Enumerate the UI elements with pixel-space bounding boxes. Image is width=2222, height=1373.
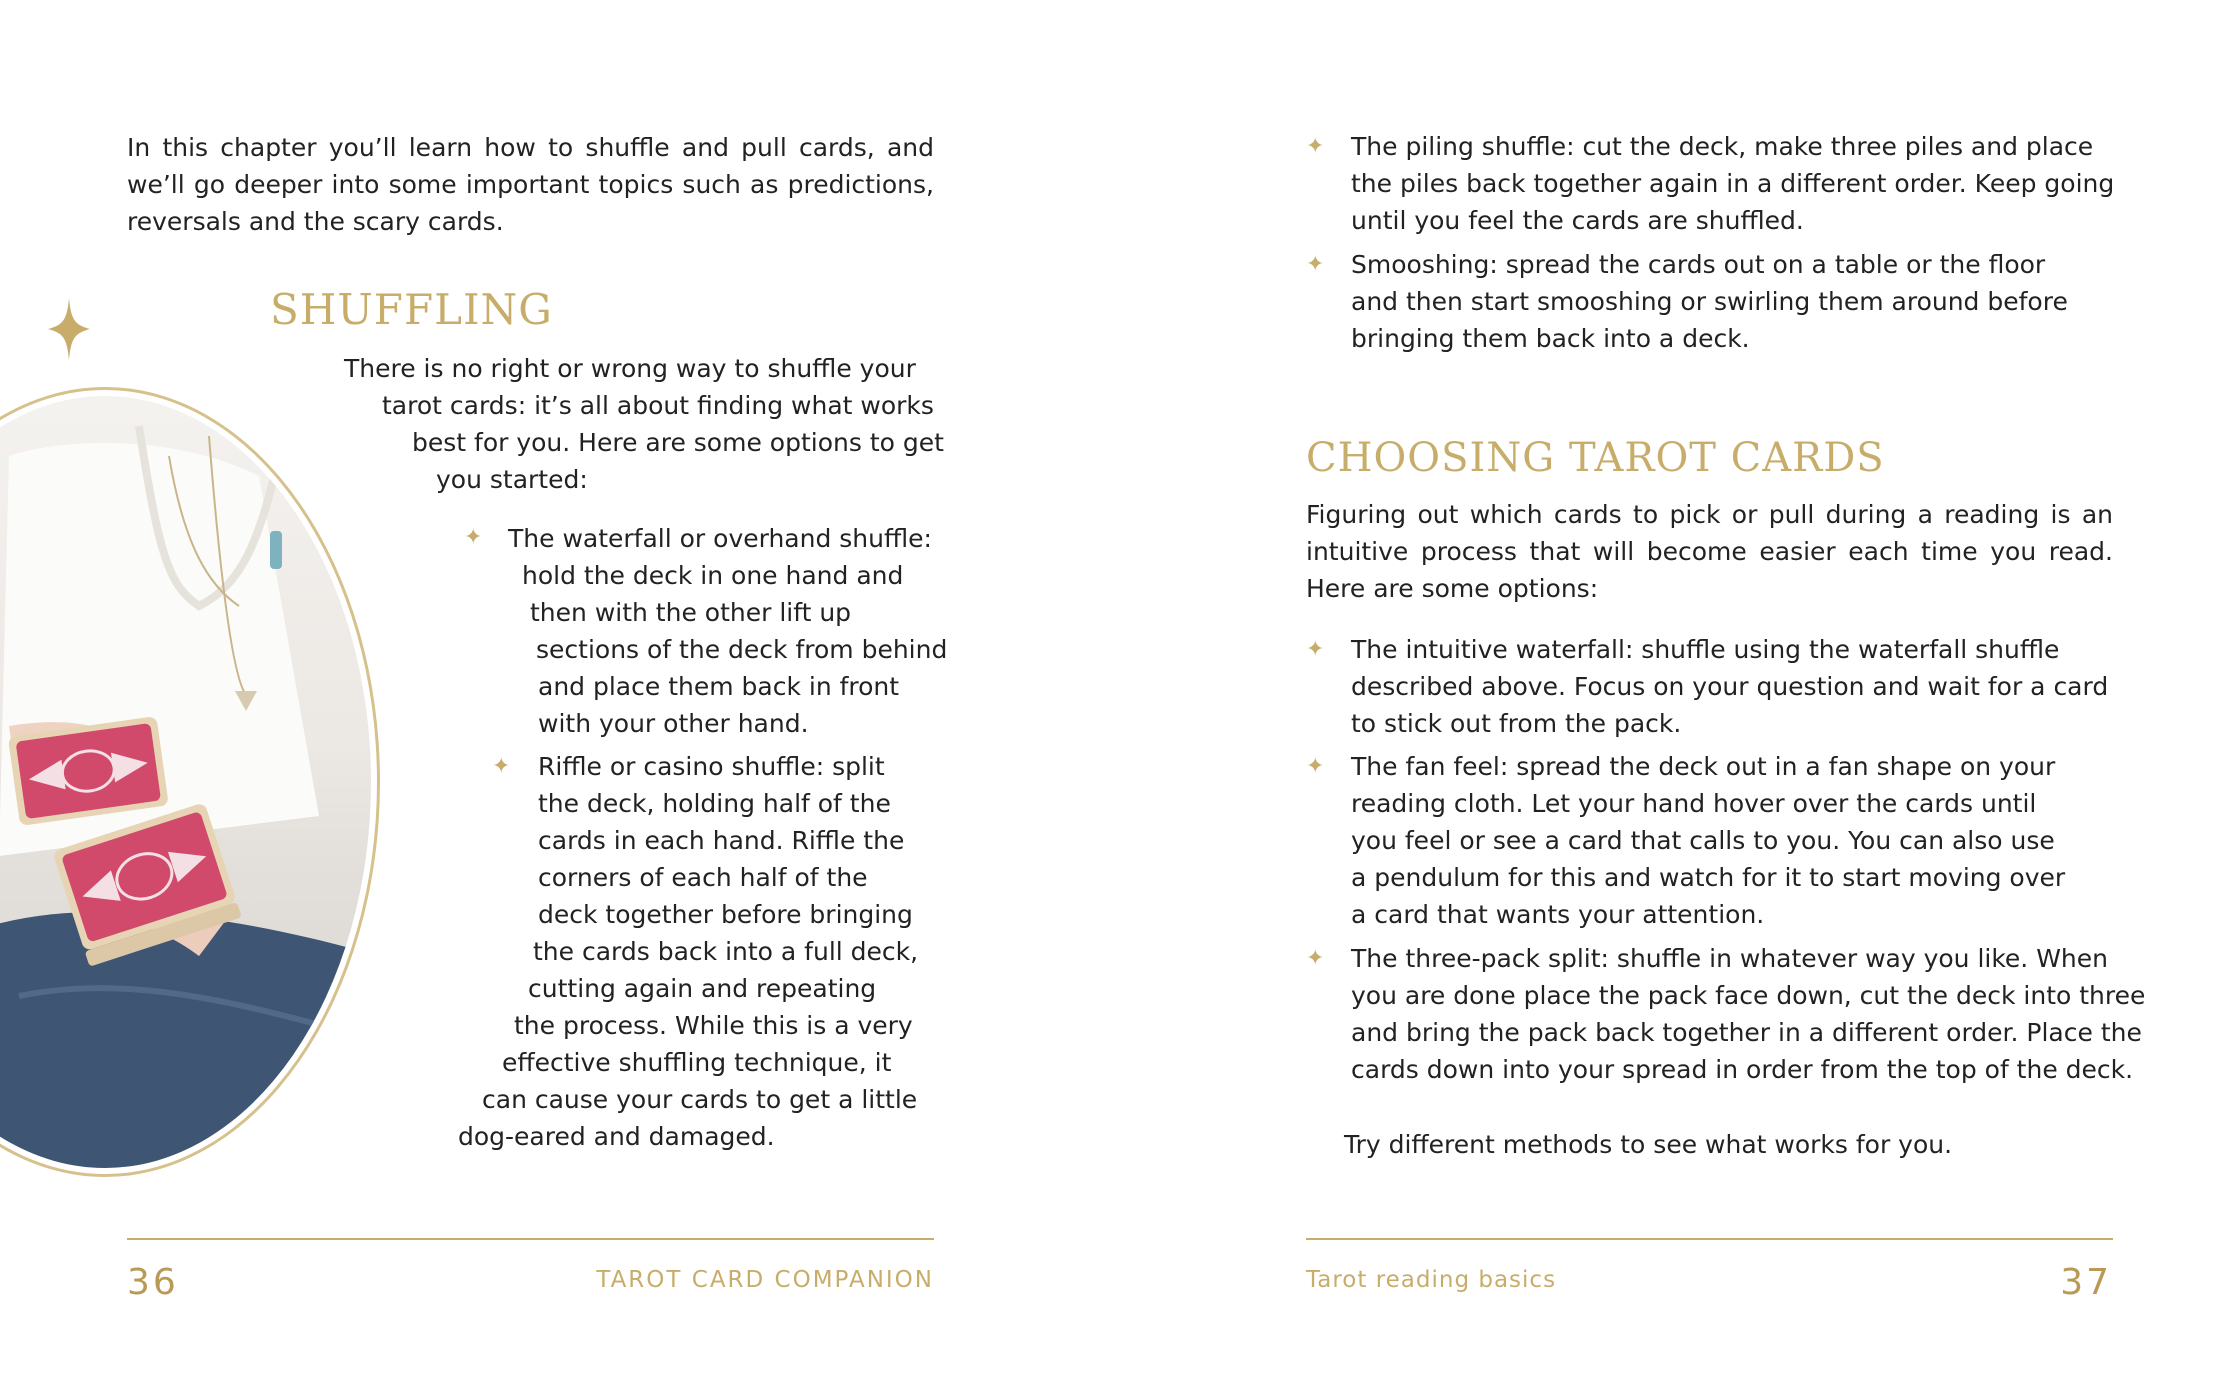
bullet-line: a pendulum for this and watch for it to start moving over: [1351, 863, 2066, 892]
shuffling-heading: SHUFFLING: [270, 285, 553, 334]
bullet-line: Smooshing: spread the cards out on a table or the floor: [1351, 250, 2046, 279]
bullet-waterfall-line: The waterfall or overhand shuffle:: [508, 524, 932, 553]
bullet-line: you are done place the pack face down, cut the deck into three: [1351, 981, 2146, 1010]
bullet-line: to stick out from the pack.: [1351, 709, 1682, 738]
bullet-riffle-line: dog-eared and damaged.: [458, 1122, 775, 1151]
bullet-line: The three-pack split: shuffle in whatever way you like. When: [1351, 944, 2108, 973]
bullet-waterfall-line: with your other hand.: [538, 709, 809, 738]
bullet-waterfall-line: sections of the deck from behind: [536, 635, 948, 664]
bullet-star-icon: ✦: [492, 754, 511, 779]
bullet-line: The fan feel: spread the deck out in a fan shape on your: [1351, 752, 2056, 781]
bullet-line: bringing them back into a deck.: [1351, 324, 1750, 353]
choose-intro-paragraph: Figuring out which cards to pick or pull during a reading is an intuitive process that will become easier each time you read. Here are some options:: [1306, 500, 2113, 603]
bullet-riffle-line: cards in each hand. Riffle the: [538, 826, 905, 855]
bullet-line: the piles back together again in a different order. Keep going: [1351, 169, 2115, 198]
photo-frame: [0, 387, 380, 1177]
bullet-waterfall-line: then with the other lift up: [530, 598, 852, 627]
tarot-shuffle-photo: [0, 396, 371, 1168]
footer-rule: [127, 1238, 934, 1240]
bullet-riffle-line: corners of each half of the: [538, 863, 868, 892]
bullet-star-icon: ✦: [464, 525, 483, 550]
bullet-riffle-line: cutting again and repeating: [528, 974, 877, 1003]
bullet-star-icon: ✦: [1306, 637, 1325, 662]
bullet-star-icon: ✦: [1306, 754, 1325, 779]
bullet-line: and then start smooshing or swirling them around before: [1351, 287, 2068, 316]
page-number: 37: [2060, 1262, 2112, 1303]
choosing-heading: CHOOSING TAROT CARDS: [1306, 435, 1885, 481]
bullet-riffle-line: the process. While this is a very: [514, 1011, 913, 1040]
closing-line: Try different methods to see what works for you.: [1344, 1130, 1953, 1159]
bullet-riffle-line: can cause your cards to get a little: [482, 1085, 918, 1114]
right-page: [1111, 0, 2222, 1373]
shuffle-intro-line: tarot cards: it’s all about finding what works: [382, 391, 934, 420]
footer-rule: [1306, 1238, 2113, 1240]
bullet-waterfall-line: hold the deck in one hand and: [522, 561, 904, 590]
shuffle-intro-line: you started:: [436, 465, 588, 494]
bullet-riffle-line: Riffle or casino shuffle: split: [538, 752, 885, 781]
bullet-line: described above. Focus on your question and wait for a card: [1351, 672, 2109, 701]
page-number: 36: [127, 1262, 179, 1303]
bullet-riffle-line: the cards back into a full deck,: [533, 937, 919, 966]
bullet-line: a card that wants your attention.: [1351, 900, 1765, 929]
bullet-riffle-line: the deck, holding half of the: [538, 789, 891, 818]
sparkle-icon: [48, 298, 90, 360]
bullet-star-icon: ✦: [1306, 946, 1325, 971]
bullet-line: The piling shuffle: cut the deck, make three piles and place: [1351, 132, 2094, 161]
running-head: Tarot reading basics: [1306, 1267, 1557, 1293]
bullet-star-icon: ✦: [1306, 252, 1325, 277]
bullet-line: The intuitive waterfall: shuffle using the waterfall shuffle: [1351, 635, 2060, 664]
bullet-line: you feel or see a card that calls to you. You can also use: [1351, 826, 2055, 855]
running-head: TAROT CARD COMPANION: [596, 1267, 934, 1293]
intro-paragraph: In this chapter you’ll learn how to shuffle and pull cards, and we’ll go deeper into some important topics such as predictions, reversals and the scary cards.: [127, 133, 934, 236]
shuffle-intro-line: There is no right or wrong way to shuffle your: [344, 354, 916, 383]
bullet-line: until you feel the cards are shuffled.: [1351, 206, 1804, 235]
bullet-waterfall-line: and place them back in front: [538, 672, 900, 701]
bullet-riffle-line: deck together before bringing: [538, 900, 913, 929]
bullet-star-icon: ✦: [1306, 134, 1325, 159]
shuffle-intro-line: best for you. Here are some options to get: [412, 428, 944, 457]
bullet-line: and bring the pack back together in a different order. Place the: [1351, 1018, 2142, 1047]
bullet-line: cards down into your spread in order from the top of the deck.: [1351, 1055, 2134, 1084]
bullet-line: reading cloth. Let your hand hover over the cards until: [1351, 789, 2037, 818]
bullet-riffle-line: effective shuffling technique, it: [502, 1048, 892, 1077]
